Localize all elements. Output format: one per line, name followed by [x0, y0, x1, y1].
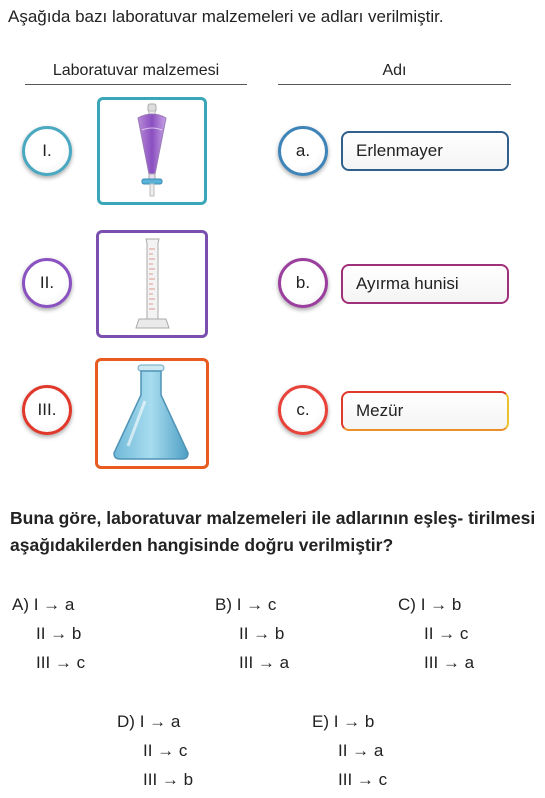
option-b[interactable] [215, 590, 289, 677]
option-letter: D) [117, 712, 135, 731]
numeral-circle-2 [22, 258, 72, 308]
image-box-2 [96, 230, 208, 338]
header-left: Laboratuvar malzemesi [52, 62, 220, 79]
option-pair: I → c [236, 595, 277, 614]
erlenmeyer-flask-icon [98, 361, 206, 466]
name-label: Mezür [356, 401, 404, 420]
header-right-rule [278, 84, 511, 85]
option-letter: B) [215, 595, 232, 614]
numeral-circle-1 [22, 126, 72, 176]
numeral-label: II. [39, 273, 55, 292]
option-pair: III → b [143, 770, 194, 789]
header-right: Adı [382, 62, 407, 79]
letter-label: c. [296, 400, 310, 419]
option-letter: C) [398, 595, 416, 614]
name-box-a [341, 131, 509, 171]
option-pair: III → a [239, 653, 290, 672]
option-pair: I → a [139, 712, 181, 731]
question-body: Buna göre, laboratuvar malzemeleri ile adlarının eşleş- tirilmesi aşağıdakilerden hangisinde doğru verilmiştir? [10, 508, 536, 555]
question-text [10, 505, 540, 559]
numeral-label: III. [37, 400, 57, 419]
option-pair: III → a [424, 653, 475, 672]
option-c[interactable] [398, 590, 474, 677]
option-pair: I → b [420, 595, 462, 614]
option-pair: II → c [143, 741, 188, 760]
option-e[interactable] [312, 707, 387, 794]
name-box-b [341, 264, 509, 304]
image-box-1 [97, 97, 207, 205]
numeral-label: I. [42, 141, 52, 160]
name-box-c [341, 391, 509, 431]
option-a[interactable] [12, 590, 85, 677]
name-label: Ayırma hunisi [356, 274, 459, 293]
image-box-3 [95, 358, 209, 469]
separatory-funnel-icon [100, 100, 204, 202]
option-pair: I → b [333, 712, 375, 731]
letter-label: a. [295, 141, 311, 160]
option-pair: III → c [36, 653, 86, 672]
letter-circle-a [278, 126, 328, 176]
intro-text: Aşağıda bazı laboratuvar malzemeleri ve adları verilmiştir. [8, 7, 444, 26]
letter-label: b. [295, 273, 311, 292]
option-letter: A) [12, 595, 29, 614]
header-left-rule [25, 84, 247, 85]
option-pair: II → b [36, 624, 82, 643]
option-d[interactable] [117, 707, 193, 794]
option-pair: II → c [424, 624, 469, 643]
option-pair: I → a [33, 595, 75, 614]
letter-circle-b [278, 258, 328, 308]
option-pair: II → b [239, 624, 285, 643]
name-label: Erlenmayer [356, 141, 443, 160]
option-letter: E) [312, 712, 329, 731]
numeral-circle-3 [22, 385, 72, 435]
option-pair: II → a [338, 741, 384, 760]
letter-circle-c [278, 385, 328, 435]
option-pair: III → c [338, 770, 388, 789]
graduated-cylinder-icon [99, 233, 205, 335]
